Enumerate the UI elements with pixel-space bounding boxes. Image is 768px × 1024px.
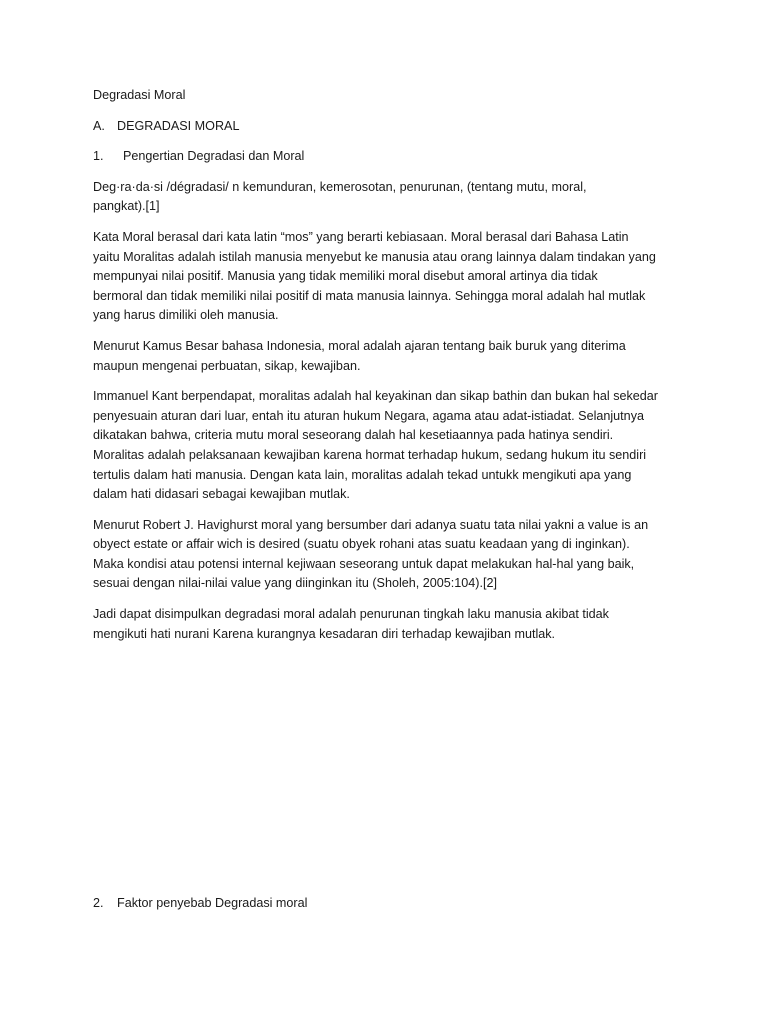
- paragraph-line: bermoral dan tidak memiliki nilai positif di mata manusia lainnya. Sehingga moral adalah hal mutlak: [93, 288, 646, 303]
- paragraph-line: penyesuain aturan dari luar, entah itu aturan hukum Negara, agama atau adat-istiadat. Selanjutnya: [93, 408, 644, 423]
- section-a-label: DEGRADASI MORAL: [117, 118, 240, 133]
- paragraph-line: mengikuti hati nurani Karena kurangnya kesadaran diri terhadap kewajiban mutlak.: [93, 626, 556, 641]
- paragraph-kant: [93, 387, 683, 505]
- paragraph-line: maupun mengenai perbuatan, sikap, kewajiban.: [93, 358, 361, 373]
- paragraph-line: Deg·ra·da·si /dégradasi/ n kemunduran, kemerosotan, penurunan, (tentang mutu, moral,: [93, 179, 587, 194]
- paragraph-line: Menurut Kamus Besar bahasa Indonesia, moral adalah ajaran tentang baik buruk yang diterima: [93, 338, 626, 353]
- paragraph-line: dalam hati didasari sebagai kewajiban mutlak.: [93, 487, 350, 502]
- section-1-heading: [93, 147, 683, 167]
- paragraph-line: mempunyai nilai positif. Manusia yang tidak memiliki moral disebut amoral artinya dia tidak: [93, 269, 598, 284]
- paragraph-line: Jadi dapat disimpulkan degradasi moral adalah penurunan tingkah laku manusia akibat tidak: [93, 607, 609, 622]
- paragraph-line: obyect estate or affair wich is desired (suatu obyek rohani atas suatu keadaan yang di inginkan).: [93, 537, 630, 552]
- paragraph-line: Immanuel Kant berpendapat, moralitas adalah hal keyakinan dan sikap bathin dan bukan hal sekedar: [93, 389, 658, 404]
- paragraph-line: pangkat).[1]: [93, 199, 160, 214]
- section-1-label: Pengertian Degradasi dan Moral: [123, 149, 305, 164]
- paragraph-definition: [93, 178, 683, 217]
- paragraph-line: tertulis dalam hati manusia. Dengan kata lain, moralitas adalah tekad untukk mengikuti apa yang: [93, 467, 632, 482]
- paragraph-conclusion: [93, 605, 683, 644]
- paragraph-havighurst: [93, 516, 683, 594]
- paragraph-kbbi: [93, 337, 683, 376]
- section-2-heading: [93, 894, 307, 914]
- section-a-number: A.: [93, 118, 105, 133]
- paragraph-line: yaitu Moralitas adalah istilah manusia menyebut ke manusia atau orang lainnya dalam tindakan yang: [93, 249, 656, 264]
- section-1-number: 1.: [93, 149, 104, 164]
- paragraph-line: yang harus dimiliki oleh manusia.: [93, 308, 279, 323]
- document-title: Degradasi Moral: [93, 88, 186, 102]
- document-body: [93, 86, 683, 655]
- section-2-number: 2.: [93, 896, 104, 910]
- paragraph-line: sesuai dengan nilai-nilai value yang diinginkan itu (Sholeh, 2005:104).[2]: [93, 576, 497, 591]
- paragraph-line: dikatakan bahwa, criteria mutu moral seseorang dalah hal kesetiaannya pada hatinya sendiri.: [93, 428, 614, 443]
- paragraph-line: Moralitas adalah pelaksanaan kewajiban karena hormat terhadap hukum, sedang hukum itu sendiri: [93, 447, 647, 462]
- section-a-heading: [93, 117, 683, 137]
- paragraph-line: Menurut Robert J. Havighurst moral yang bersumber dari adanya suatu tata nilai yakni a value is an: [93, 517, 649, 532]
- paragraph-moral-origin: [93, 228, 683, 326]
- section-2-label: Faktor penyebab Degradasi moral: [117, 896, 308, 910]
- paragraph-line: Maka kondisi atau potensi internal kejiwaan seseorang untuk dapat melakukan hal-hal yang baik,: [93, 556, 635, 571]
- paragraph-line: Kata Moral berasal dari kata latin “mos” yang berarti kebiasaan. Moral berasal dari Bahasa Latin: [93, 229, 629, 244]
